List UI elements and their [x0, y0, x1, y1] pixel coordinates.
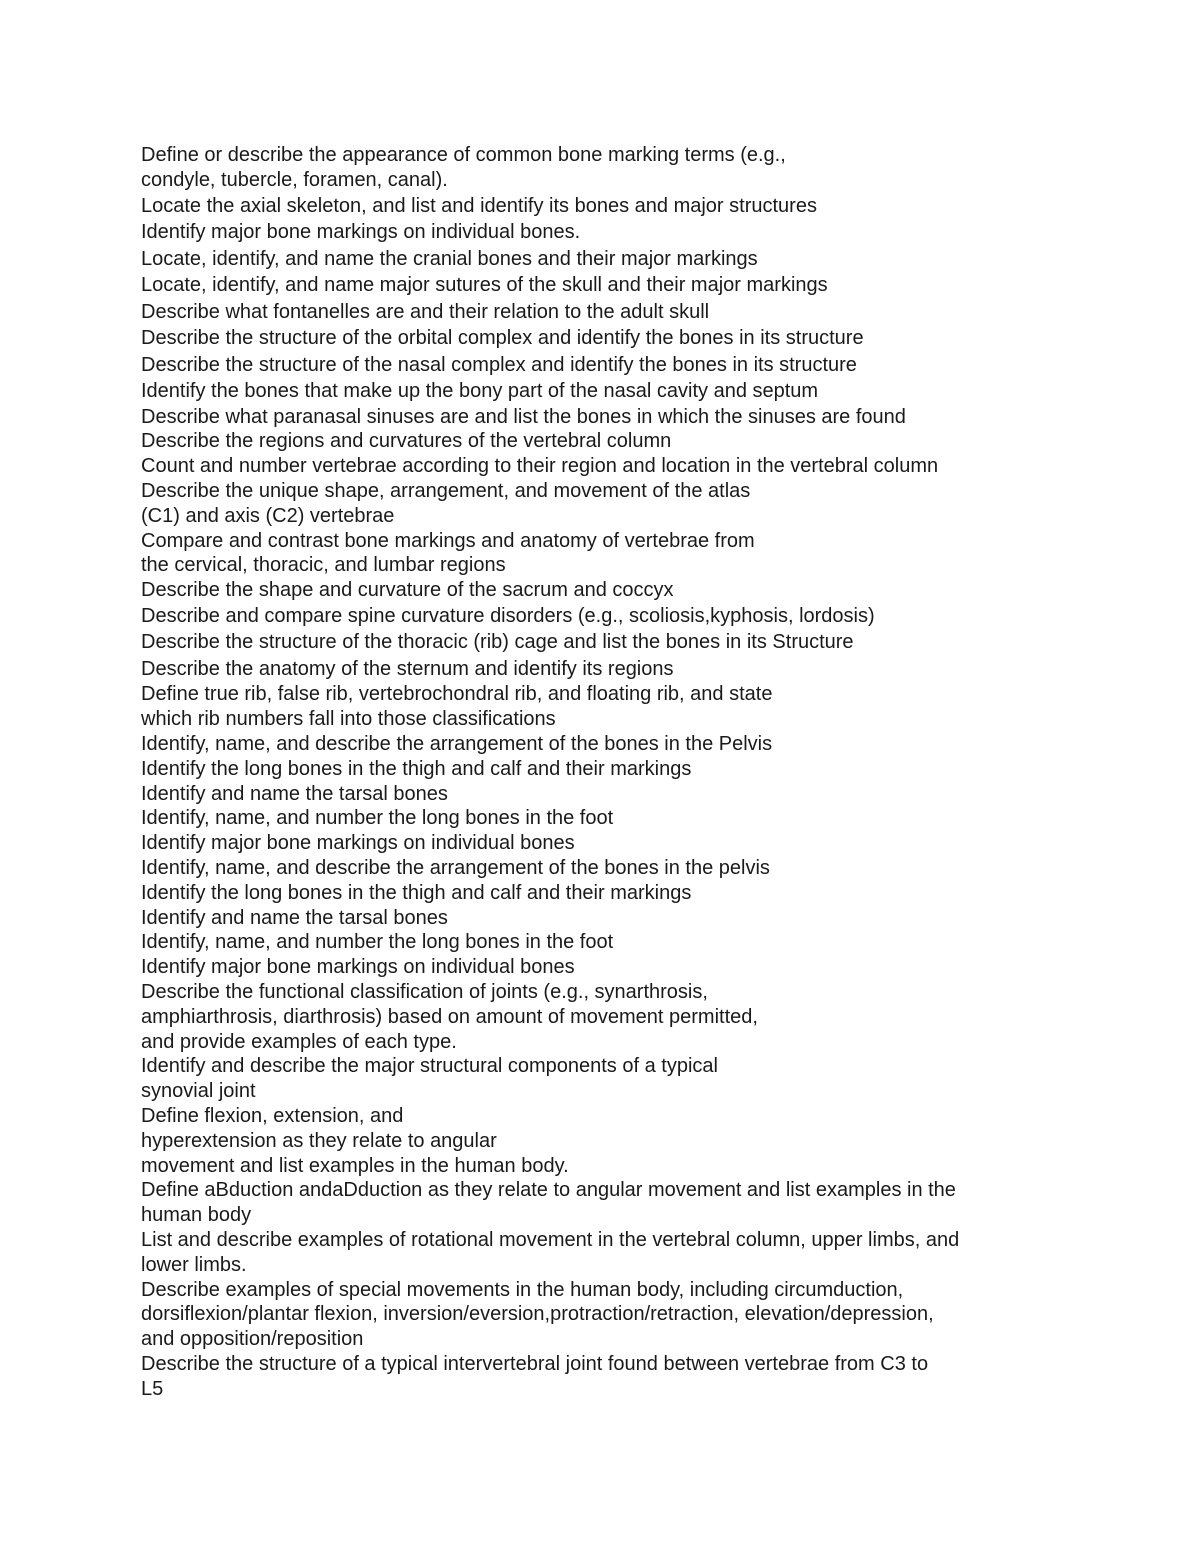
text-line: and opposition/reposition [141, 1328, 364, 1351]
text-line: the cervical, thoracic, and lumbar regions [141, 554, 506, 577]
text-line: and provide examples of each type. [141, 1030, 457, 1053]
text-line: Identify and describe the major structural components of a typical [141, 1055, 718, 1078]
text-line: (C1) and axis (C2) vertebrae [141, 504, 395, 527]
text-line: Identify, name, and describe the arrangement of the bones in the Pelvis [141, 733, 773, 756]
text-line: Describe the unique shape, arrangement, and movement of the atlas [141, 479, 751, 502]
text-line: Identify, name, and describe the arrangement of the bones in the pelvis [141, 857, 770, 880]
text-line: Compare and contrast bone markings and anatomy of vertebrae from [141, 529, 755, 552]
text-line: Describe the shape and curvature of the sacrum and coccyx [141, 579, 674, 602]
text-line: Describe examples of special movements in the human body, including circumduction, [141, 1278, 904, 1301]
text-line: human body [141, 1204, 252, 1227]
text-line: Describe the structure of the nasal complex and identify the bones in its structure [141, 353, 857, 376]
text-line: Describe the structure of the thoracic (rib) cage and list the bones in its Structure [141, 631, 854, 654]
text-line: Describe what paranasal sinuses are and list the bones in which the sinuses are found [141, 405, 906, 428]
text-line: Define aBduction andaDduction as they relate to angular movement and list examples in the [141, 1179, 956, 1202]
text-line: Locate, identify, and name major sutures of the skull and their major markings [141, 274, 828, 297]
text-line: Locate the axial skeleton, and list and identify its bones and major structures [141, 194, 817, 217]
text-line: Locate, identify, and name the cranial bones and their major markings [141, 247, 758, 270]
text-line: Identify and name the tarsal bones [141, 906, 448, 929]
text-line: synovial joint [141, 1080, 256, 1103]
text-line: amphiarthrosis, diarthrosis) based on amount of movement permitted, [141, 1005, 758, 1028]
text-line: Define or describe the appearance of common bone marking terms (e.g., [141, 144, 786, 166]
text-line: condyle, tubercle, foramen, canal). [141, 168, 448, 191]
text-line: Identify, name, and number the long bones in the foot [141, 807, 614, 830]
text-line: Identify the long bones in the thigh and calf and their markings [141, 757, 692, 780]
text-line: Identify major bone markings on individual bones [141, 956, 575, 979]
text-line: Describe the structure of the orbital complex and identify the bones in its structure [141, 327, 864, 350]
text-line: Identify, name, and number the long bones in the foot [141, 931, 614, 954]
text-line: lower limbs. [141, 1253, 247, 1276]
text-line: Identify and name the tarsal bones [141, 782, 448, 805]
text-line: movement and list examples in the human body. [141, 1154, 569, 1177]
text-line: Describe what fontanelles are and their relation to the adult skull [141, 300, 710, 323]
text-line: Define true rib, false rib, vertebrochondral rib, and floating rib, and state [141, 683, 773, 706]
text-line: L5 [141, 1377, 164, 1400]
document-body [141, 143, 1041, 1402]
text-line: dorsiflexion/plantar flexion, inversion/eversion,protraction/retraction, elevation/depression, [141, 1303, 934, 1326]
text-line: Describe the functional classification of joints (e.g., synarthrosis, [141, 981, 708, 1004]
text-line: Describe the anatomy of the sternum and identify its regions [141, 657, 674, 680]
text-line: Identify major bone markings on individual bones. [141, 221, 581, 244]
text-line: Describe and compare spine curvature disorders (e.g., scoliosis,kyphosis, lordosis) [141, 604, 875, 627]
text-line: Describe the regions and curvatures of the vertebral column [141, 430, 672, 453]
text-line: Describe the structure of a typical intervertebral joint found between vertebrae from C3 to [141, 1352, 929, 1375]
text-line: Identify the bones that make up the bony part of the nasal cavity and septum [141, 380, 819, 403]
text-line: Identify the long bones in the thigh and calf and their markings [141, 881, 692, 904]
text-line: List and describe examples of rotational movement in the vertebral column, upper limbs, and [141, 1229, 960, 1251]
text-line: which rib numbers fall into those classifications [141, 708, 556, 731]
text-line: Identify major bone markings on individual bones [141, 832, 575, 855]
text-line: hyperextension as they relate to angular [141, 1129, 497, 1152]
text-line: Count and number vertebrae according to their region and location in the vertebral column [141, 455, 939, 478]
text-line: Define flexion, extension, and [141, 1105, 404, 1128]
